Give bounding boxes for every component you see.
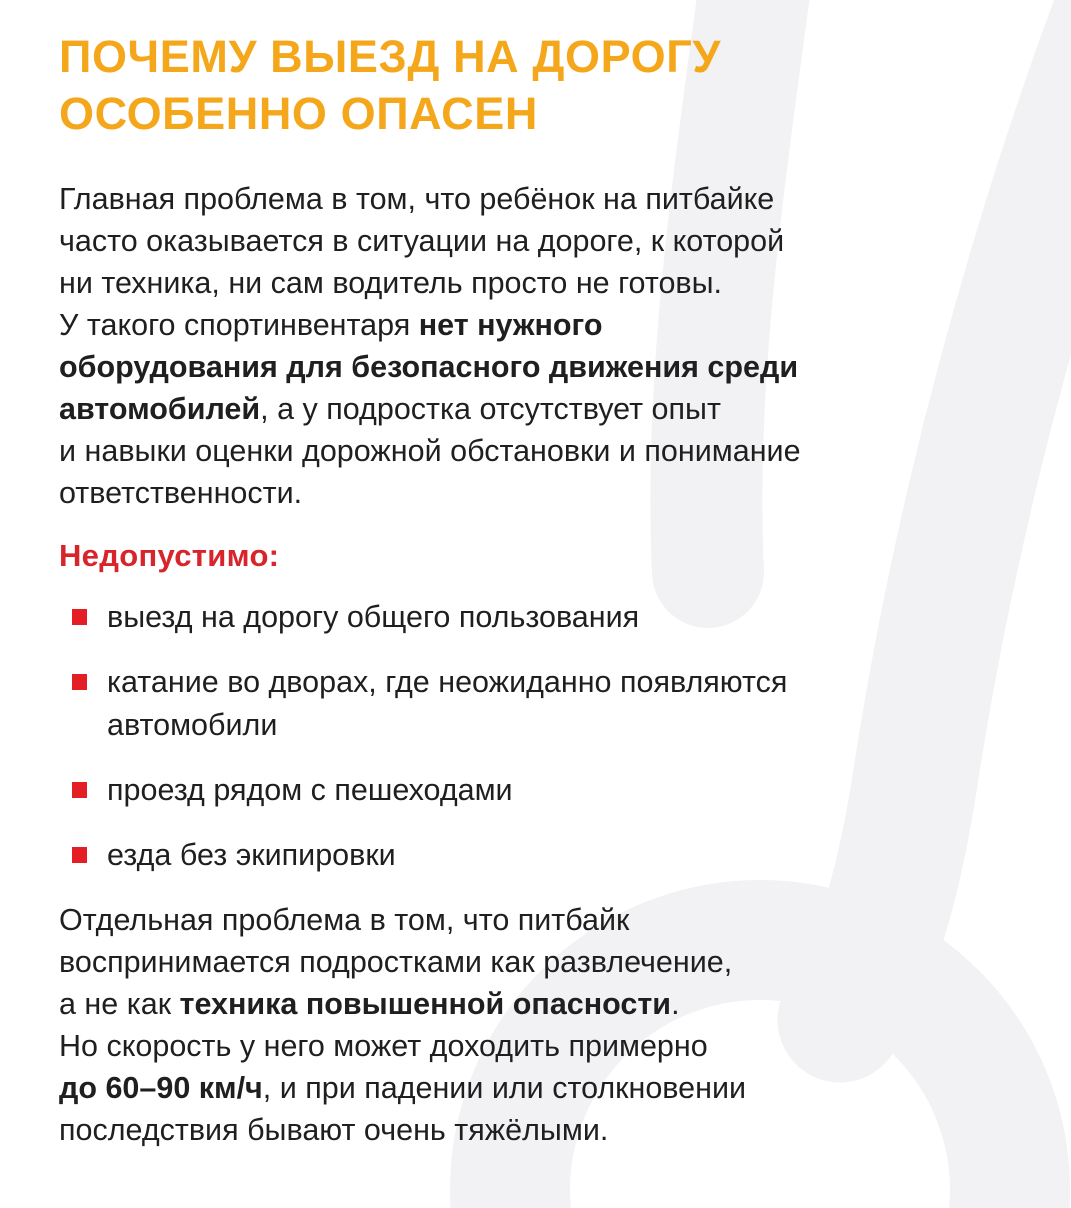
text-line [59,220,1031,262]
text-line [59,178,1031,220]
red-square-bullet-icon [72,609,87,625]
list-item-text [107,596,639,639]
text-line [59,899,1031,941]
list-item-text [107,834,396,877]
text-run: Отдельная проблема в том, что питбайк [59,903,630,937]
red-square-bullet-icon [72,782,87,798]
page-title-line-1: ПОЧЕМУ ВЫЕЗД НА ДОРОГУ [59,31,721,82]
list-item [59,769,1031,812]
text-line: выезд на дорогу общего пользования [107,600,640,634]
text-run: а не как [59,987,180,1021]
red-square-bullet-icon [72,674,87,690]
text-run: ответственности. [59,476,303,510]
list-item [59,661,1031,747]
list-item [59,596,1031,639]
text-line: катание во дворах, где неожиданно появляются [107,665,788,699]
bold-text-run: автомобилей [59,392,261,426]
bold-text-run: до 60–90 км/ч [59,1071,263,1105]
page-title [59,28,1031,142]
text-line [59,304,1031,346]
outro-paragraph [59,899,1031,1151]
text-run: Но скорость у него может доходить примерно [59,1029,708,1063]
forbidden-heading: Недопустимо: [59,538,280,573]
text-run: , а у подростка отсутствует опыт [260,392,721,426]
text-line [59,1025,1031,1067]
intro-paragraph [59,178,1031,514]
text-line [59,262,1031,304]
text-line [59,983,1031,1025]
red-square-bullet-icon [72,847,87,863]
forbidden-list [59,596,1031,877]
text-line [59,1067,1031,1109]
page-title-line-2: ОСОБЕННО ОПАСЕН [59,88,538,139]
bold-text-run: техника повышенной опасности [179,987,672,1021]
text-line: проезд рядом с пешеходами [107,773,513,807]
text-run: часто оказывается в ситуации на дороге, к которой [59,224,785,258]
text-line [59,430,1031,472]
list-item [59,834,1031,877]
text-run: Главная проблема в том, что ребёнок на питбайке [59,182,775,216]
text-line [59,941,1031,983]
text-line [59,346,1031,388]
text-run: воспринимается подростками как развлечение, [59,945,733,979]
bold-text-run: нет нужного [418,308,603,342]
text-line: езда без экипировки [107,838,396,872]
text-line [59,1109,1031,1151]
bold-text-run: оборудования для безопасного движения среди [59,350,799,384]
text-run: последствия бывают очень тяжёлыми. [59,1113,609,1147]
text-line [59,388,1031,430]
text-line: автомобили [107,708,278,742]
list-item-text [107,769,513,812]
text-run: , и при падении или столкновении [262,1071,747,1105]
text-run: ни техника, ни сам водитель просто не готовы. [59,266,723,300]
text-run: и навыки оценки дорожной обстановки и понимание [59,434,801,468]
text-run: У такого спортинвентаря [59,308,419,342]
list-item-text [107,661,787,747]
text-line [59,472,1031,514]
text-run: . [671,987,680,1021]
